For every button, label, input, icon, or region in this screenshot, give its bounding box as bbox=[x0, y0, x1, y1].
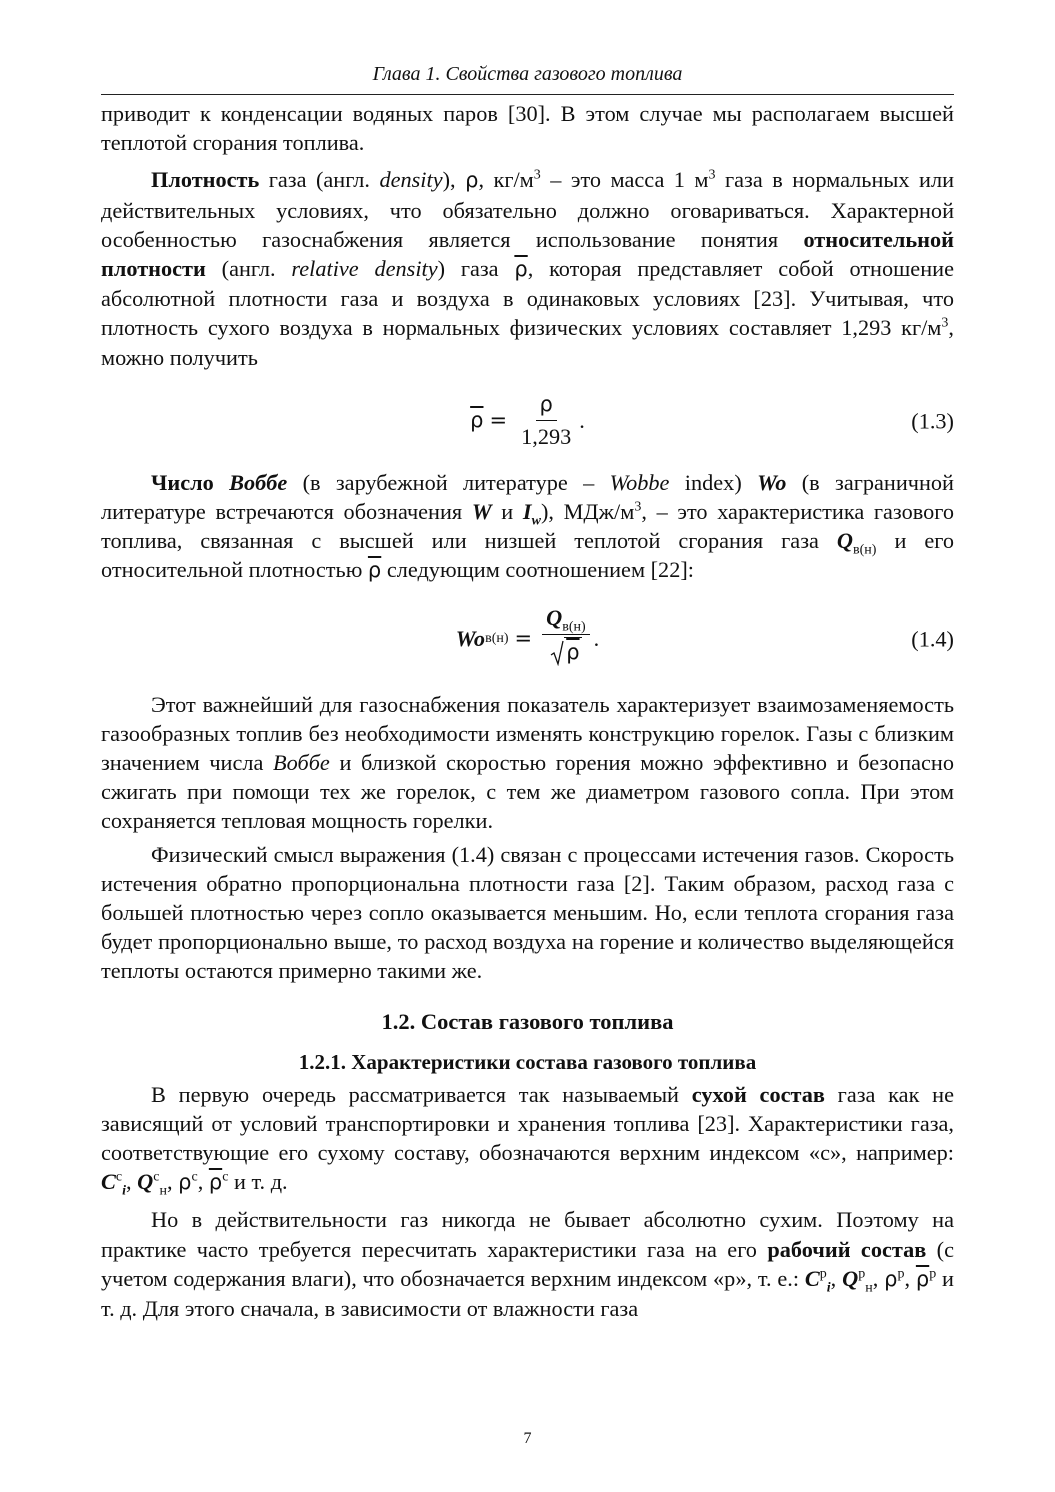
formula-1-3: $\overline{\rho}$ = $\frac{\rho}{1,293}$ . (1.3) bbox=[470, 392, 954, 450]
fraction-denominator bbox=[546, 635, 585, 673]
fraction-numerator: $Q_{в(н)}$ bbox=[542, 604, 590, 635]
formula-equals: = bbox=[489, 408, 508, 433]
formula-equals: = bbox=[514, 626, 533, 651]
paragraph-continued: приводит к конденсации водяных паров [30]. В этом случае мы располагаем высшей теплотой сгорания топлива. bbox=[101, 101, 954, 156]
equation-number: (1.3) bbox=[911, 408, 954, 434]
formula-1-4: Wo в(н) = $\frac{Q_{в(н)}}{\overline{\rho}}$ . (1.4) bbox=[101, 592, 954, 686]
paragraph-density: Плотность газа (англ. density), ρ, $кг/м^3$ – это масса 1 $м^3$ газа в нормальных или действительных условиях, что обязательно должно оговариваться. Характерной особенностью газоснабжения является использование понятия относительной плотности (англ. relative density) газа $\overline{\rho}$, которая представляет собой отношение абсолютной плотности газа и воздуха в одинаковых условиях [23]. Учитывая, что плотность сухого воздуха в нормальных физических условиях составляет 1,293 $кг/м^3$, можно получить bbox=[101, 167, 955, 370]
term-wobbe: Число bbox=[151, 469, 230, 495]
radical-sign-icon bbox=[550, 640, 564, 666]
term-density: Плотность bbox=[151, 167, 260, 193]
running-header: Глава 1. Свойства газового топлива bbox=[101, 60, 954, 95]
fraction-denominator: 1,293 bbox=[521, 424, 572, 450]
page-number: 7 bbox=[523, 1430, 532, 1447]
fraction bbox=[542, 604, 590, 673]
sqrt-symbol: $\overline{\rho}$ bbox=[550, 637, 581, 666]
fraction bbox=[517, 390, 575, 451]
section-heading: 1.2. Состав газового топлива bbox=[381, 1008, 674, 1034]
paragraph-wobbe: Число Воббе (в зарубежной литературе – Wobbe index) Wo (в заграничной литературе встречаются обозначения W и $I_w$), МДж/$м^3$, – это характеристика газового топлива, связанная с высшей или низшей теплотой сгорания газа $Q_{в(н)}$ и его относительной плотностью $\overline{\rho}$ следующим соотношением [22]: bbox=[101, 469, 954, 583]
page-body bbox=[101, 99, 954, 1323]
term-relative-density: относительной плотности bbox=[101, 226, 954, 282]
rho-symbol: ρ bbox=[465, 168, 479, 193]
paragraph-dry-composition: В первую очередь рассматривается так называемый сухой состав газа как не зависящий от условий транспортировки и хранения топлива [23]. Характеристики газа, соответствующие его сухому составу, обозначаются верхним индексом «с», например: $C^с_i$, $Q^с_н$, $\rho^с$, $\overline{\rho}^с$ и т. д. bbox=[101, 1081, 954, 1199]
formula-lhs: $\overline{\rho}$ bbox=[470, 408, 484, 433]
formula-lhs: Wo bbox=[455, 626, 486, 652]
rho-bar-symbol: $\overline{\rho}$ bbox=[514, 257, 528, 282]
paragraph-working-composition: Но в действительности газ никогда не бывает абсолютно сухим. Поэтому на практике часто требуется пересчитать характеристики газа на его рабочий состав (с учетом содержания влаги), что обозначается верхним индексом «р», т. е.: $C^р_i$, $Q^р_н$, $\rho^р$, $\overline{\rho}^р$ и т. д. Для этого сначала, в зависимости от влажности газа bbox=[101, 1207, 954, 1322]
paragraph-physical-meaning: Физический смысл выражения (1.4) связан с процессами истечения газов. Скорость истечения обратно пропорциональна плотности газа [2]. Таким образом, расход газа с большей плотностью через сопло оказывается меньшим. Но, если теплота сгорания газа будет пропорционально выше, то расход воздуха на горение и количество выделяющейся теплоты остаются примерно такими же. bbox=[101, 841, 954, 984]
fraction-numerator: ρ bbox=[536, 390, 557, 421]
subsection-heading: 1.2.1. Характеристики состава газового топлива bbox=[298, 1049, 757, 1074]
paragraph-interchangeability: Этот важнейший для газоснабжения показатель характеризует взаимозаменяемость газообразных топлив без необходимости изменять конструкцию горелок. Газы с близким значением числа Воббе и близкой скоростью горения можно эффективно и безопасно сжигать при помощи тех же горелок, с тем же диаметром газового сопла. При этом сохраняется тепловая мощность горелки. bbox=[101, 691, 954, 834]
equation-number: (1.4) bbox=[911, 626, 954, 652]
